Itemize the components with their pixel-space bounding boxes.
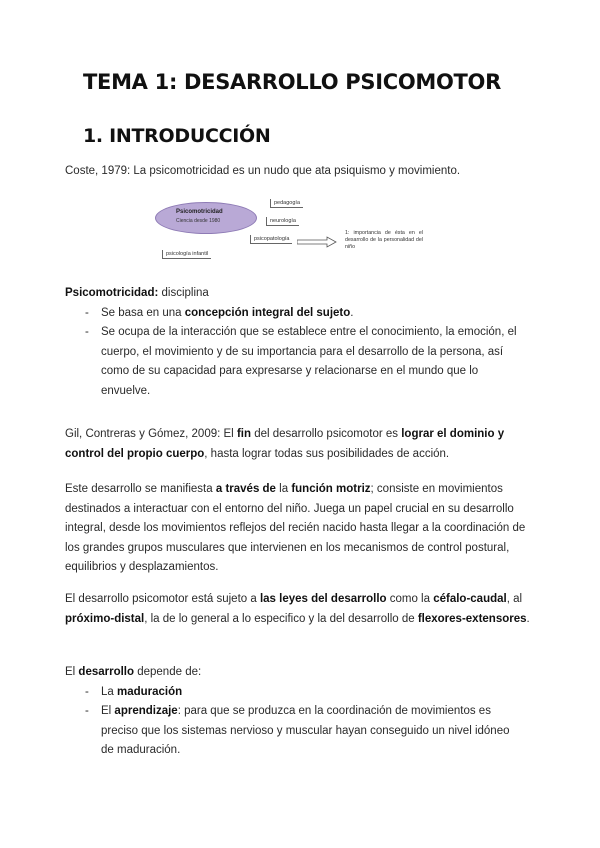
text-bold: próximo-distal: [65, 612, 145, 625]
diagram-branch: neurología: [266, 217, 299, 226]
diagram-note: 1: importancia de ésta en el desarrollo de la personalidad del niño: [345, 230, 423, 250]
text-bold: a través de: [215, 483, 276, 495]
text-bold: desarrollo: [78, 666, 135, 678]
list-item-bold: aprendizaje: [114, 705, 178, 717]
paragraph-leyes: [65, 590, 535, 629]
paragraph-funcion-motriz: [65, 480, 535, 578]
list-item-text: .: [350, 306, 354, 319]
diagram-center-title: Psicomotricidad: [176, 209, 223, 215]
diagram-branch: pedagogía: [270, 199, 303, 208]
list-item: [65, 683, 525, 703]
text-run: como la: [386, 593, 434, 605]
text-bold: flexores-extensores: [417, 612, 527, 625]
definition-block: [65, 284, 535, 401]
text-bold: céfalo-caudal: [433, 593, 507, 605]
list-item-text: Se basa en una: [101, 306, 185, 319]
text-run: la: [275, 483, 292, 495]
diagram-center-subtitle: Ciencia desde 1980: [176, 218, 221, 224]
paragraph-fin: [65, 425, 535, 464]
text-bold: función motriz: [291, 483, 371, 495]
text-bold: lograr el dominio y control del propio cuerpo: [65, 428, 505, 460]
list-item: [65, 702, 525, 761]
list-item-text: : para que se produzca en la coordinación de movimientos es preciso que los sistemas nervioso y muscular hayan conseguido un nivel idóneo de maduración.: [101, 705, 510, 756]
text-bold: las leyes del desarrollo: [259, 593, 387, 605]
text-run: depende de:: [134, 666, 202, 678]
document-title: TEMA 1: DESARROLLO PSICOMOTOR: [83, 70, 501, 94]
arrow-right-icon: [297, 236, 337, 248]
list-item-bold: maduración: [117, 685, 183, 698]
text-run: .: [526, 612, 530, 625]
text-bold: fin: [236, 428, 251, 440]
list-item: [65, 304, 525, 324]
list-item-bold: concepción integral del sujeto: [184, 306, 351, 319]
section-heading: 1. INTRODUCCIÓN: [83, 125, 271, 147]
text-run: , al: [506, 593, 523, 605]
factors-list: [65, 683, 525, 761]
text-run: , hasta lograr todas sus posibilidades de acción.: [204, 447, 450, 460]
text-run: ; consiste en movimientos destinados a interactuar con el entorno del niño. Juega un papel crucial en su desarrollo integral, desde los movimientos reflejos del recién nacido hasta llegar a la coordinación de los grandes grupos musculares que intervienen en los mecanismos de control postural, equilibrios y desplazamientos.: [65, 483, 526, 573]
list-item: [65, 323, 525, 401]
paragraph-depende: [65, 663, 535, 761]
diagram-center-node: [155, 202, 257, 234]
text-run: Gil, Contreras y Gómez, 2009: El: [65, 428, 237, 440]
list-item-text: La: [101, 685, 117, 698]
definition-label: Psicomotricidad:: [65, 287, 159, 299]
diagram-branch: psicología infantil: [162, 250, 211, 259]
text-run: Este desarrollo se manifiesta: [65, 483, 216, 495]
concept-diagram: [150, 192, 470, 268]
definition-text: disciplina: [158, 287, 209, 299]
text-run: El: [65, 666, 79, 678]
text-run: , la de lo general a lo especifico y la del desarrollo de: [144, 612, 418, 625]
diagram-branch: psicopatología: [250, 235, 292, 244]
intro-quote: Coste, 1979: La psicomotricidad es un nudo que ata psiquismo y movimiento.: [65, 165, 461, 177]
list-item-text: Se ocupa de la interacción que se establece entre el conocimiento, la emoción, el cuerpo, el movimiento y de su importancia para el desarrollo de la persona, así como de su capacidad para expresarse y relacionarse en el mundo que lo envuelve.: [101, 326, 517, 397]
text-run: del desarrollo psicomotor es: [251, 428, 402, 440]
list-item-text: El: [101, 705, 115, 717]
text-run: El desarrollo psicomotor está sujeto a: [65, 593, 260, 605]
definition-list: [65, 304, 525, 402]
